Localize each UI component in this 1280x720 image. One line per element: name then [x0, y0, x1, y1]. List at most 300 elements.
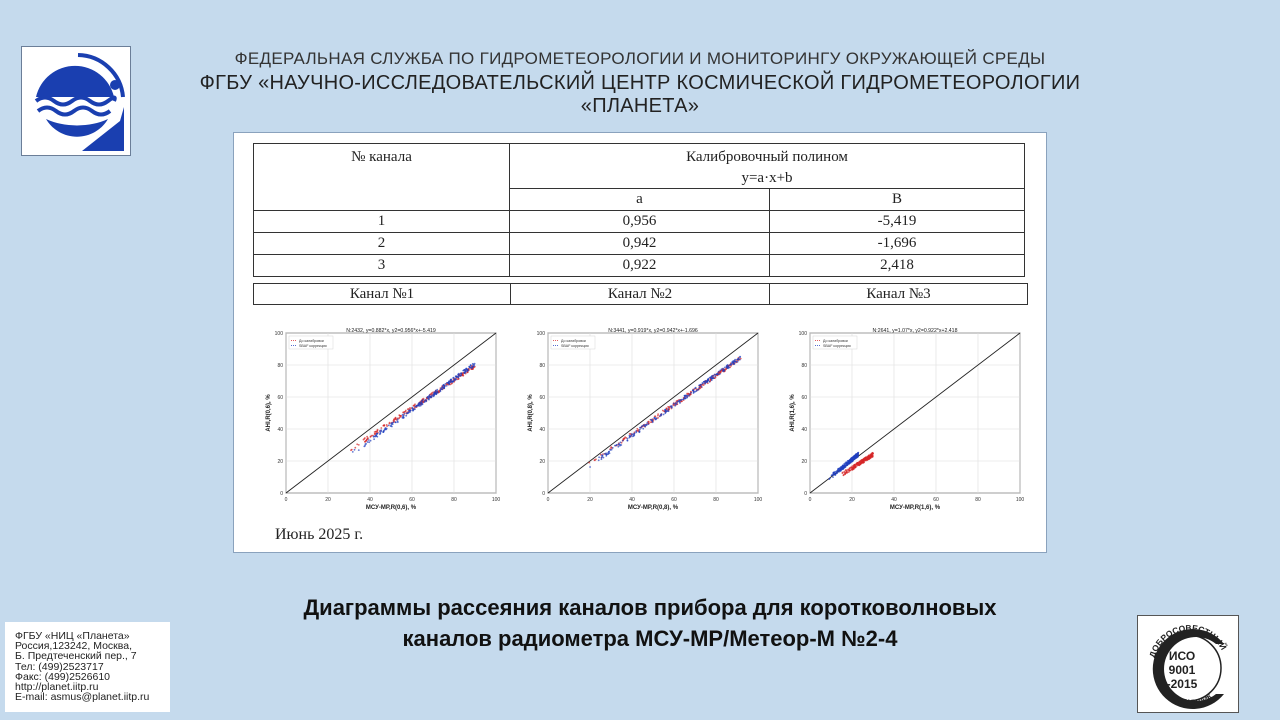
data-point [647, 422, 649, 424]
data-point [842, 467, 844, 469]
data-point [684, 397, 686, 399]
data-point [617, 446, 619, 448]
data-point [377, 429, 379, 431]
data-point [388, 425, 390, 427]
legend-label: SBAF коррекция [299, 344, 327, 348]
data-point [451, 381, 453, 383]
data-point [851, 461, 853, 463]
data-point [639, 430, 641, 432]
data-point [831, 474, 833, 476]
data-point [633, 435, 635, 437]
data-point [442, 385, 444, 387]
data-point [439, 390, 441, 392]
legend-label: SBAF коррекция [823, 344, 851, 348]
header-agency: ФЕДЕРАЛЬНАЯ СЛУЖБА ПО ГИДРОМЕТЕОРОЛОГИИ И МОНИТОРИНГУ ОКРУЖАЮЩЕЙ СРЕДЫ [234, 49, 1046, 68]
data-point [609, 452, 611, 454]
calibration-table [253, 143, 1025, 277]
y-tick-label: 40 [277, 427, 283, 433]
data-point [689, 393, 691, 395]
y-tick-label: 40 [801, 427, 807, 433]
legend-label: До калибровки [823, 339, 848, 343]
y-tick-label: 100 [798, 331, 807, 337]
data-point [828, 478, 830, 480]
cell-a: 0,956 [510, 211, 770, 233]
cell-a: 0,942 [510, 233, 770, 255]
data-point [391, 424, 393, 426]
data-point [368, 441, 370, 443]
data-point [862, 459, 864, 461]
contact-line: Тел: (499)2523717 [15, 660, 104, 673]
chart-title: N:3441, y=0.919*x, y2=0.942*x+-1.696 [608, 328, 698, 334]
data-point [674, 405, 676, 407]
y-tick-label: 60 [277, 395, 283, 401]
contact-website-link[interactable]: http://planet.iitp.ru [15, 681, 99, 694]
header-center: ФГБУ «НАУЧНО-ИССЛЕДОВАТЕЛЬСКИЙ ЦЕНТР КОСМИЧЕСКОЙ ГИДРОМЕТЕОРОЛОГИИ «ПЛАНЕТА» [199, 72, 1081, 117]
data-point [603, 457, 605, 459]
cell-a: 0,922 [510, 255, 770, 277]
data-point [853, 464, 855, 466]
data-point [724, 367, 726, 369]
cell-b: -5,419 [770, 211, 1025, 233]
data-point [864, 460, 866, 462]
x-tick-label: 60 [933, 497, 939, 503]
data-point [622, 440, 624, 442]
data-point [367, 441, 369, 443]
data-point [598, 459, 600, 461]
data-point [624, 436, 626, 438]
y-tick-label: 60 [539, 395, 545, 401]
y-tick-label: 80 [539, 363, 545, 369]
data-point [690, 392, 692, 394]
data-point [851, 467, 853, 469]
data-point [612, 447, 614, 449]
channel-label-3: Канал №3 [770, 284, 1028, 305]
data-point [870, 454, 872, 456]
data-point [704, 381, 706, 383]
cert-year: -2015 [1166, 677, 1198, 691]
data-point [374, 431, 376, 433]
x-tick-label: 60 [671, 497, 677, 503]
data-point [405, 415, 407, 417]
legend-label: До калибровки [299, 339, 324, 343]
data-point [407, 412, 409, 414]
header-calibration-polynomial: Калибровочный полином [510, 144, 1025, 169]
data-point [739, 356, 741, 358]
data-point [716, 373, 718, 375]
data-point [731, 362, 733, 364]
data-point [598, 456, 600, 458]
data-point [421, 402, 423, 404]
scatter-chart-channel-2 [518, 325, 763, 515]
y-tick-label: 60 [801, 395, 807, 401]
data-point [454, 379, 456, 381]
data-point [849, 468, 851, 470]
chart-title: N:2641, y=1.07*x, y2=0.922*x+2.418 [872, 328, 958, 334]
x-tick-label: 80 [451, 497, 457, 503]
y-tick-label: 40 [539, 427, 545, 433]
data-point [709, 377, 711, 379]
data-point [449, 381, 451, 383]
data-point [629, 435, 631, 437]
header-coef-a: a [510, 189, 770, 211]
data-point [431, 394, 433, 396]
data-point [866, 458, 868, 460]
header-channel-number: № канала [254, 144, 510, 211]
slide-title-line1: Диаграммы рассеяния каналов прибора для коротковолновых [303, 595, 997, 620]
data-point [435, 393, 437, 395]
x-tick-label: 20 [325, 497, 331, 503]
data-point [441, 387, 443, 389]
data-point [676, 401, 678, 403]
data-point [609, 449, 611, 451]
data-point [615, 444, 617, 446]
cert-iso: ИСО [1168, 649, 1196, 663]
data-point [409, 411, 411, 413]
data-point [445, 383, 447, 385]
data-point [392, 422, 394, 424]
data-point [397, 420, 399, 422]
y-tick-label: 0 [804, 491, 807, 497]
y-tick-label: 20 [801, 459, 807, 465]
cell-channel: 3 [254, 255, 510, 277]
x-axis-label: МСУ-МР,R(0,8), % [627, 505, 679, 511]
data-point [642, 428, 644, 430]
x-tick-label: 100 [753, 497, 763, 503]
x-tick-label: 80 [713, 497, 719, 503]
data-point [418, 402, 420, 404]
data-point [364, 443, 366, 445]
data-point [854, 455, 856, 457]
cert-number: 9001 [1168, 663, 1196, 677]
data-point [367, 437, 369, 439]
data-point [472, 363, 474, 365]
data-point [698, 387, 700, 389]
data-point [849, 459, 851, 461]
data-point [364, 441, 366, 443]
y-tick-label: 100 [274, 331, 283, 337]
x-tick-label: 0 [546, 497, 550, 503]
data-point [635, 432, 637, 434]
scatter-chart-channel-1 [256, 325, 501, 515]
data-point [843, 474, 845, 476]
data-point [853, 466, 855, 468]
y-tick-label: 20 [539, 459, 545, 465]
data-point [602, 455, 604, 457]
data-point [403, 415, 405, 417]
data-point [376, 433, 378, 435]
x-axis-label: МСУ-МР,R(1,6), % [889, 505, 941, 511]
x-tick-label: 100 [491, 497, 501, 503]
chart-title: N:2432, y=0.882*x, y2=0.956*x+-5.419 [346, 328, 436, 334]
data-point [676, 403, 678, 405]
data-point [662, 410, 664, 412]
data-point [605, 453, 607, 455]
data-point [457, 374, 459, 376]
data-point [832, 476, 834, 478]
data-point [707, 379, 709, 381]
data-point [370, 440, 372, 442]
data-point [727, 367, 729, 369]
data-point [843, 471, 845, 473]
data-point [718, 371, 720, 373]
data-point [632, 433, 634, 435]
data-point [370, 436, 372, 438]
channel-label-1: Канал №1 [254, 284, 511, 305]
data-point [666, 410, 668, 412]
data-point [659, 416, 661, 418]
data-point [724, 370, 726, 372]
data-point [471, 366, 473, 368]
date-label: Июнь 2025 г. [275, 526, 364, 543]
x-tick-label: 40 [891, 497, 897, 503]
data-point [364, 437, 366, 439]
data-point [837, 470, 839, 472]
data-point [842, 472, 844, 474]
data-point [457, 376, 459, 378]
data-point [852, 457, 854, 459]
data-point [354, 447, 356, 449]
data-point [699, 385, 701, 387]
data-point [620, 442, 622, 444]
data-point [435, 390, 437, 392]
data-point [404, 413, 406, 415]
data-point [697, 389, 699, 391]
y-tick-label: 0 [542, 491, 545, 497]
data-point [722, 368, 724, 370]
x-tick-label: 20 [587, 497, 593, 503]
data-point [869, 457, 871, 459]
data-point [400, 415, 402, 417]
data-point [373, 438, 375, 440]
data-point [857, 452, 859, 454]
data-point [601, 458, 603, 460]
data-point [413, 409, 415, 411]
data-point [395, 421, 397, 423]
data-point [376, 435, 378, 437]
data-point [397, 418, 399, 420]
cell-channel: 1 [254, 211, 510, 233]
data-point [626, 440, 628, 442]
data-point [358, 449, 360, 451]
data-point [727, 364, 729, 366]
cell-b: 2,418 [770, 255, 1025, 277]
cert-arc-top: ДОБРОСОВЕСТНЫЙ [1146, 622, 1229, 659]
data-point [636, 428, 638, 430]
data-point [386, 424, 388, 426]
x-tick-label: 40 [629, 497, 635, 503]
formula-label: y=a·x+b [510, 168, 1025, 189]
iso-certificate-badge [1137, 615, 1239, 713]
content-panel [233, 132, 1047, 553]
data-point [380, 429, 382, 431]
data-point [402, 412, 404, 414]
data-point [864, 458, 866, 460]
data-point [405, 411, 407, 413]
data-point [604, 453, 606, 455]
data-point [712, 377, 714, 379]
legend-label: До калибровки [561, 339, 586, 343]
data-point [854, 466, 856, 468]
data-point [588, 462, 590, 464]
data-point [701, 386, 703, 388]
data-point [425, 400, 427, 402]
contact-line: Факс: (499)2526610 [15, 670, 111, 683]
table-row [254, 211, 1025, 233]
contact-info [5, 622, 170, 712]
data-point [693, 390, 695, 392]
data-point [737, 359, 739, 361]
data-point [686, 393, 688, 395]
data-point [845, 465, 847, 467]
y-tick-label: 0 [280, 491, 283, 497]
data-point [385, 427, 387, 429]
data-point [719, 370, 721, 372]
data-point [730, 364, 732, 366]
data-point [657, 417, 659, 419]
data-point [352, 451, 354, 453]
data-point [856, 455, 858, 457]
data-point [718, 374, 720, 376]
data-point [391, 426, 393, 428]
data-point [363, 446, 365, 448]
data-point [447, 382, 449, 384]
data-point [846, 472, 848, 474]
data-point [868, 456, 870, 458]
cell-channel: 2 [254, 233, 510, 255]
data-point [667, 408, 669, 410]
data-point [464, 372, 466, 374]
data-point [623, 438, 625, 440]
scatter-chart-channel-3 [780, 325, 1025, 515]
chart-legend [289, 336, 333, 349]
data-point [843, 465, 845, 467]
data-point [389, 422, 391, 424]
contact-line: Россия,123242, Москва, [15, 640, 132, 653]
data-point [737, 361, 739, 363]
data-point [694, 388, 696, 390]
data-point [841, 469, 843, 471]
chart-legend [551, 336, 595, 349]
data-point [711, 379, 713, 381]
data-point [714, 374, 716, 376]
data-point [446, 385, 448, 387]
data-point [594, 459, 596, 461]
data-point [373, 435, 375, 437]
data-point [383, 425, 385, 427]
legend-label: SBAF коррекция [561, 344, 589, 348]
data-point [416, 405, 418, 407]
data-point [436, 389, 438, 391]
data-point [380, 427, 382, 429]
contact-line: ФГБУ «НИЦ «Планета» [15, 630, 130, 642]
data-point [860, 464, 862, 466]
data-point [358, 444, 360, 446]
data-point [354, 449, 356, 451]
data-point [434, 394, 436, 396]
cert-arc-bottom: ПОСТАВЩИК [1166, 689, 1214, 707]
planeta-logo [21, 46, 131, 156]
chart-legend [813, 336, 857, 349]
data-point [684, 395, 686, 397]
data-point [640, 427, 642, 429]
data-point [383, 431, 385, 433]
data-point [460, 373, 462, 375]
y-axis-label: AHI,R(0,6), % [266, 394, 272, 432]
data-point [379, 433, 381, 435]
data-point [660, 415, 662, 417]
data-point [356, 443, 358, 445]
data-point [465, 368, 467, 370]
data-point [618, 443, 620, 445]
data-point [460, 375, 462, 377]
data-point [412, 407, 414, 409]
y-axis-label: AHI,R(0,8), % [528, 394, 534, 432]
slide-title-line2: каналов радиометра МСУ-МР/Метеор-М №2-4 [402, 626, 898, 651]
data-point [608, 451, 610, 453]
data-point [848, 462, 850, 464]
data-point [428, 399, 430, 401]
data-point [667, 406, 669, 408]
data-point [452, 377, 454, 379]
data-point [467, 370, 469, 372]
y-tick-label: 80 [277, 363, 283, 369]
data-point [833, 473, 835, 475]
data-point [363, 439, 365, 441]
data-point [441, 388, 443, 390]
channel-labels-table [253, 283, 1028, 305]
data-point [852, 459, 854, 461]
data-point [855, 453, 857, 455]
x-tick-label: 60 [409, 497, 415, 503]
data-point [433, 392, 435, 394]
data-point [836, 472, 838, 474]
data-point [429, 396, 431, 398]
data-point [589, 466, 591, 468]
data-point [644, 425, 646, 427]
x-tick-label: 80 [975, 497, 981, 503]
data-point [350, 449, 352, 451]
data-point [847, 469, 849, 471]
data-point [679, 401, 681, 403]
x-axis-label: МСУ-МР,R(0,6), % [365, 505, 417, 511]
data-point [733, 363, 735, 365]
x-tick-label: 20 [849, 497, 855, 503]
data-point [845, 469, 847, 471]
data-point [629, 433, 631, 435]
data-point [470, 364, 472, 366]
data-point [872, 452, 874, 454]
data-point [719, 373, 721, 375]
data-point [421, 400, 423, 402]
contact-line: Б. Предтеченский пер., 7 [15, 650, 137, 663]
table-row [254, 255, 1025, 277]
data-point [714, 375, 716, 377]
data-point [403, 416, 405, 418]
y-tick-label: 20 [277, 459, 283, 465]
contact-email-link[interactable]: E-mail: asmus@planet.iitp.ru [15, 691, 150, 704]
data-point [469, 366, 471, 368]
data-point [409, 409, 411, 411]
data-point [657, 415, 659, 417]
data-point [627, 438, 629, 440]
slide-title [200, 592, 1100, 654]
data-point [651, 419, 653, 421]
data-point [619, 445, 621, 447]
x-tick-label: 100 [1015, 497, 1025, 503]
data-point [368, 439, 370, 441]
data-point [671, 407, 673, 409]
data-point [650, 421, 652, 423]
